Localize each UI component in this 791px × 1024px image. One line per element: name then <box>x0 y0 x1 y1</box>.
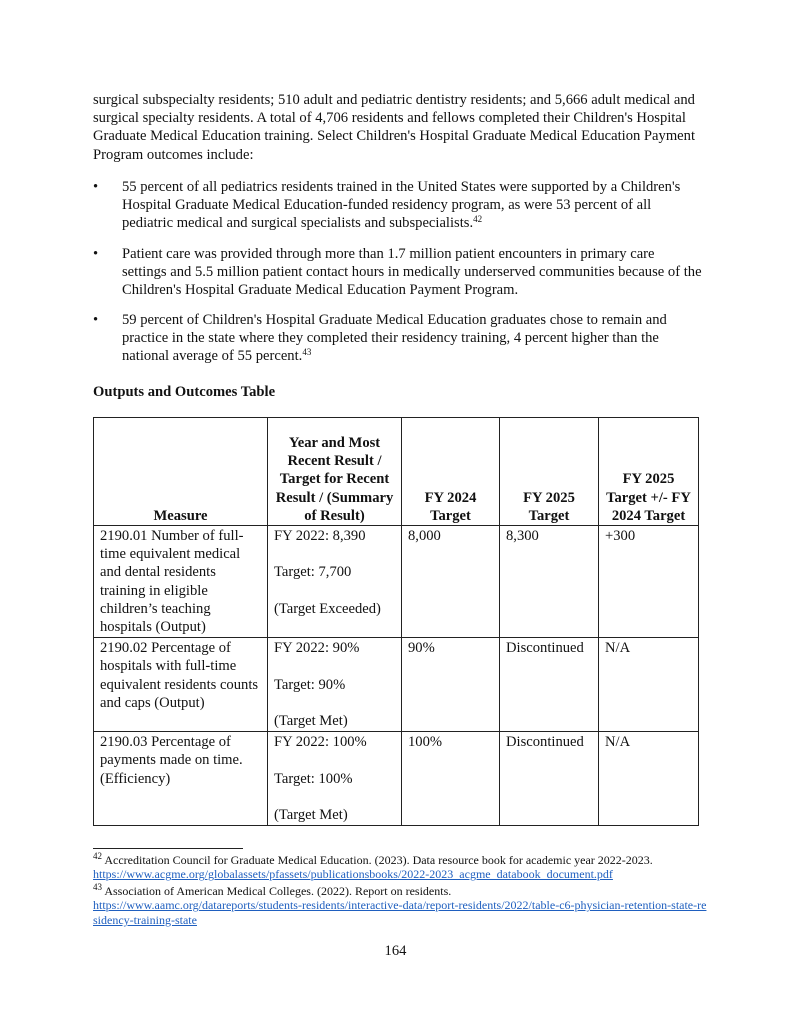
cell-measure: 2190.01 Number of full-time equivalent medical and dental residents training in eligible children’s teaching hospitals (Output) <box>94 526 268 638</box>
cell-recent-result <box>268 526 402 638</box>
header-fy2024-target: FY 2024 Target <box>402 418 500 526</box>
header-measure: Measure <box>94 418 268 526</box>
footnote-link[interactable]: https://www.aamc.org/datareports/students-residents/interactive-data/report-residents/2022/table-c6-physician-retention-state-residency-training-state <box>93 898 707 927</box>
header-recent-result: Year and Most Recent Result / Target for Recent Result / (Summary of Result) <box>268 418 402 526</box>
cell-measure: 2190.02 Percentage of hospitals with full-time equivalent residents counts and caps (Output) <box>94 638 268 732</box>
intro-paragraph: surgical subspecialty residents; 510 adult and pediatric dentistry residents; and 5,666 adult medical and surgical specialty residents. A total of 4,706 residents and fellows completed their Children's Hospital Graduate Medical Education training. Select Children's Hospital Graduate Medical Education Payment Program outcomes include: <box>93 92 696 163</box>
footnote-number: 42 <box>93 851 102 861</box>
cell-recent-result <box>268 638 402 732</box>
footnote-text: Accreditation Council for Graduate Medical Education. (2023). Data resource book for academic year 2022-2023. <box>102 853 653 867</box>
cell-fy2024-target: 100% <box>402 732 500 826</box>
cell-change: +300 <box>599 526 699 638</box>
target-value: Target: 90% <box>274 676 346 693</box>
page-number: 164 <box>384 943 407 959</box>
result-value: FY 2022: 90% <box>274 640 360 657</box>
bullet-icon: • <box>93 179 99 195</box>
header-change: FY 2025 Target +/- FY 2024 Target <box>599 418 699 526</box>
bullet-icon: • <box>93 312 99 328</box>
table-row <box>94 526 699 638</box>
footnote-ref[interactable]: 43 <box>302 347 312 358</box>
result-value: FY 2022: 8,390 <box>274 528 366 544</box>
cell-change: N/A <box>599 732 699 826</box>
bullet-text: 55 percent of all pediatrics residents trained in the United States were supported by a Children's Hospital Graduate Medical Education-funded residency program, as were 53 percent of all pediatric medical and surgical specialists and subspecialists. <box>122 179 681 232</box>
cell-measure: 2190.03 Percentage of payments made on time. (Efficiency) <box>94 732 268 826</box>
table-header-row <box>94 418 699 526</box>
result-summary: (Target Met) <box>274 806 348 823</box>
table-row <box>94 732 699 826</box>
bullet-icon: • <box>93 246 99 262</box>
result-value: FY 2022: 100% <box>274 734 367 751</box>
bullet-text: Patient care was provided through more than 1.7 million patient encounters in primary care settings and 5.5 million patient contact hours in medically underserved communities because of the Children's Hospital Graduate Medical Education Payment Program. <box>122 246 702 299</box>
target-value: Target: 100% <box>274 770 353 787</box>
cell-fy2025-target: 8,300 <box>500 526 599 638</box>
footnote-42 <box>93 853 708 882</box>
footnote-43 <box>93 884 708 927</box>
cell-fy2025-target: Discontinued <box>500 732 599 826</box>
footnote-divider <box>93 848 243 849</box>
cell-fy2025-target: Discontinued <box>500 638 599 732</box>
footnote-link[interactable]: https://www.acgme.org/globalassets/pfassets/publicationsbooks/2022-2023_acgme_databook_document.pdf <box>93 867 613 882</box>
footnote-text: Association of American Medical Colleges. (2022). Report on residents. <box>102 884 452 898</box>
footnote-number: 43 <box>93 882 102 892</box>
outcomes-table <box>93 417 699 826</box>
cell-change: N/A <box>599 638 699 732</box>
cell-fy2024-target: 90% <box>402 638 500 732</box>
cell-recent-result <box>268 732 402 826</box>
header-fy2025-target: FY 2025 Target <box>500 418 599 526</box>
result-summary: (Target Met) <box>274 713 348 729</box>
bullet-text: 59 percent of Children's Hospital Graduate Medical Education graduates chose to remain and practice in the state where they completed their residency training, 4 percent higher than the national average of 55 percent. <box>122 312 667 365</box>
target-value: Target: 7,700 <box>274 564 352 581</box>
table-row <box>94 638 699 732</box>
table-heading: Outputs and Outcomes Table <box>93 384 276 400</box>
result-summary: (Target Exceeded) <box>274 600 381 617</box>
footnote-ref[interactable]: 42 <box>473 214 483 225</box>
cell-fy2024-target: 8,000 <box>402 526 500 638</box>
